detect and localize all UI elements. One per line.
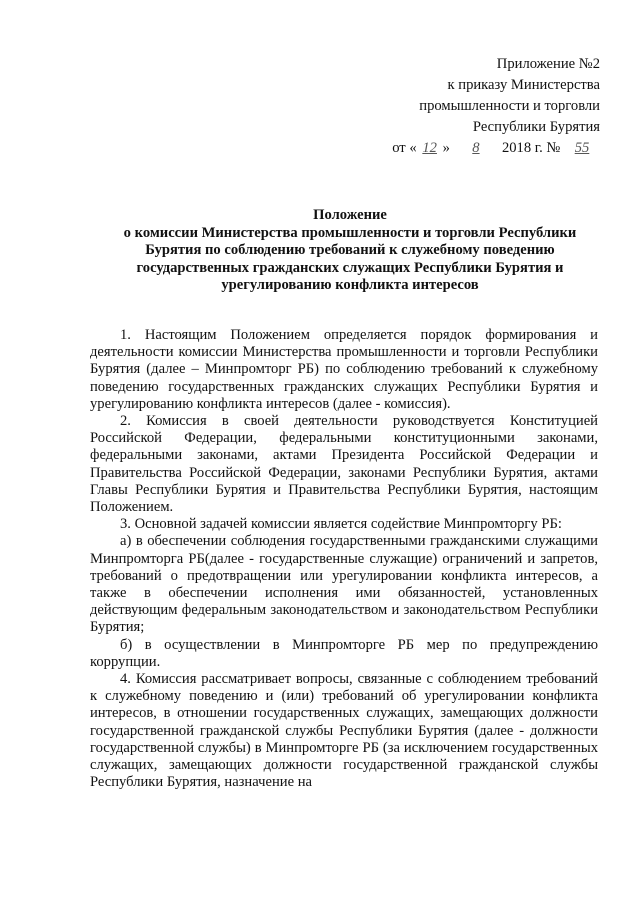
title-line-5: урегулированию конфликта интересов (221, 277, 479, 293)
title-line-2: о комиссии Министерства промышленности и торговли Республики (123, 224, 577, 241)
paragraph-4: 4. Комиссия рассматривает вопросы, связанные с соблюдением требований к служебному поведению и (или) требований об урегулировании конфликта интересов, в отношении государственных служащих, замещающих должности государственной гражданской службы Республики Бурятия (далее - должности государственной службы) в Минпромторге РБ (за исключением государственных служащих, замещающих должности государственной гражданской службы Республики Бурятия, назначение на (90, 671, 598, 791)
date-prefix: от « (392, 140, 417, 156)
ministry-name-line: промышленности и торговли (419, 98, 600, 114)
paragraph-3a: а) в обеспечении соблюдения государственными гражданскими служащими Минпромторга РБ(далее - государственные служащие) ограничений и запретов, требований о предотвращении или урегулировании конфликта интересов, а также в обеспечении исполнения ими обязанностей, установленных действующим федеральным законодательством и законодательством Республики Бурятия; (90, 533, 598, 636)
order-reference: к приказу Министерства (447, 77, 600, 93)
date-mid: » (442, 140, 450, 156)
date-year: 2018 г. № (501, 140, 561, 156)
handwritten-month: 8 (472, 140, 480, 156)
document-body (90, 327, 598, 791)
paragraph-3: 3. Основной задачей комиссии является содействие Минпромторгу РБ: (120, 516, 562, 533)
handwritten-order-number: 55 (574, 140, 590, 156)
paragraph-3b: б) в осуществлении в Минпромторге РБ мер по предупреждению коррупции. (90, 636, 598, 670)
appendix-number: Приложение №2 (496, 56, 600, 72)
title-line-3: Бурятия по соблюдению требований к служебному поведению (145, 242, 555, 258)
document-title (100, 207, 600, 295)
paragraph-1: 1. Настоящим Положением определяется порядок формирования и деятельности комиссии Министерства промышленности и торговли Республики Бурятия (далее – Минпромторг РБ) по соблюдению требований к служебному поведению государственных гражданских служащих Республики Бурятия и урегулированию конфликта интересов (далее - комиссия). (90, 327, 598, 412)
order-date-line (392, 138, 600, 159)
paragraph-2: 2. Комиссия в своей деятельности руководствуется Конституцией Российской Федерации, федеральными конституционными законами, федеральными законами, актами Президента Российской Федерации и Правительства Российской Федерации, законами Республики Бурятия, актами Главы Республики Бурятия и Правительства Республики Бурятия, настоящим Положением. (90, 413, 598, 516)
republic-name-line: Республики Бурятия (472, 119, 600, 135)
title-line-4: государственных гражданских служащих Республики Бурятия и (136, 259, 564, 276)
title-line-1: Положение (313, 207, 387, 223)
approval-block (392, 54, 600, 159)
handwritten-day: 12 (422, 140, 437, 156)
